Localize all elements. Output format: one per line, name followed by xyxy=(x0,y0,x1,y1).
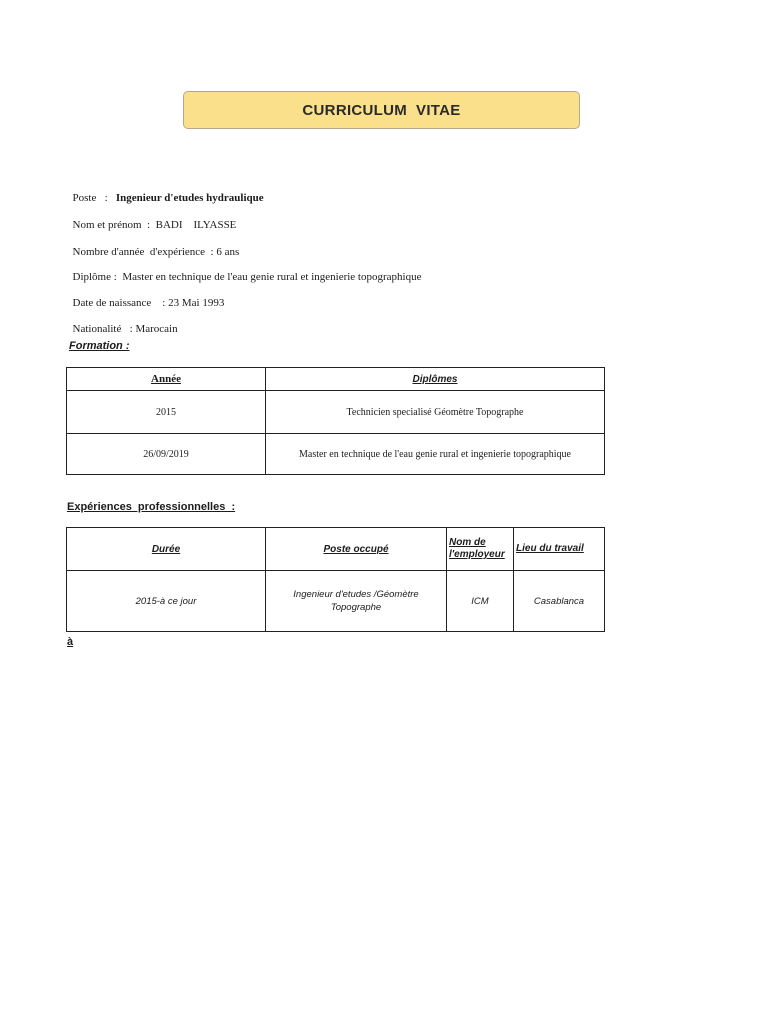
info-poste xyxy=(67,180,264,204)
formation-table xyxy=(66,367,605,475)
diplome-value: Master en technique de l'eau genie rural et ingenierie topographique xyxy=(122,271,422,283)
nationalite-label: Nationalité : xyxy=(72,323,136,335)
stray-character: à xyxy=(67,636,74,648)
experiences-cell-poste: Ingenieur d'etudes /Géomètre Topographe xyxy=(266,571,447,632)
formation-cell-diplome: Master en technique de l'eau genie rural et ingenierie topographique xyxy=(266,434,605,475)
formation-heading: Formation : xyxy=(69,340,130,352)
experiences-header-row xyxy=(67,528,605,571)
experiences-cell-lieu: Casablanca xyxy=(514,571,605,632)
table-row xyxy=(67,391,605,434)
formation-header-diplomes: Diplômes xyxy=(266,368,605,391)
formation-cell-diplome: Technicien specialisé Géomètre Topographe xyxy=(266,391,605,434)
experiences-heading: Expériences professionnelles : xyxy=(67,501,236,513)
experiences-table xyxy=(66,527,605,632)
table-row xyxy=(67,571,605,632)
table-row xyxy=(67,434,605,475)
experiences-header-lieu: Lieu du travail xyxy=(514,528,605,571)
nom-value: BADI ILYASSE xyxy=(155,219,237,231)
naissance-label: Date de naissance : xyxy=(72,297,169,309)
formation-cell-annee: 26/09/2019 xyxy=(67,434,266,475)
experiences-cell-employeur: ICM xyxy=(447,571,514,632)
diplome-label: Diplôme : xyxy=(72,271,123,283)
experiences-header-poste: Poste occupé xyxy=(266,528,447,571)
cv-title: CURRICULUM VITAE xyxy=(183,91,580,129)
naissance-value: 23 Mai 1993 xyxy=(168,297,225,309)
info-nom xyxy=(67,207,236,231)
info-experience xyxy=(67,234,239,258)
experiences-header-duree: Durée xyxy=(67,528,266,571)
experience-label: Nombre d'année d'expérience : xyxy=(72,246,217,258)
poste-label: Poste : xyxy=(72,192,116,204)
poste-value: Ingenieur d'etudes hydraulique xyxy=(115,192,264,204)
nationalite-value: Marocain xyxy=(135,323,178,335)
nom-label: Nom et prénom : xyxy=(72,219,156,231)
formation-cell-annee: 2015 xyxy=(67,391,266,434)
experience-value: 6 ans xyxy=(216,246,240,258)
info-naissance xyxy=(67,285,224,309)
formation-header-annee: Année xyxy=(67,368,266,391)
experiences-cell-duree: 2015-à ce jour xyxy=(67,571,266,632)
info-nationalite xyxy=(67,311,178,335)
info-diplome xyxy=(67,259,421,283)
formation-header-row xyxy=(67,368,605,391)
experiences-header-employeur: Nom de l'employeur xyxy=(447,528,514,571)
